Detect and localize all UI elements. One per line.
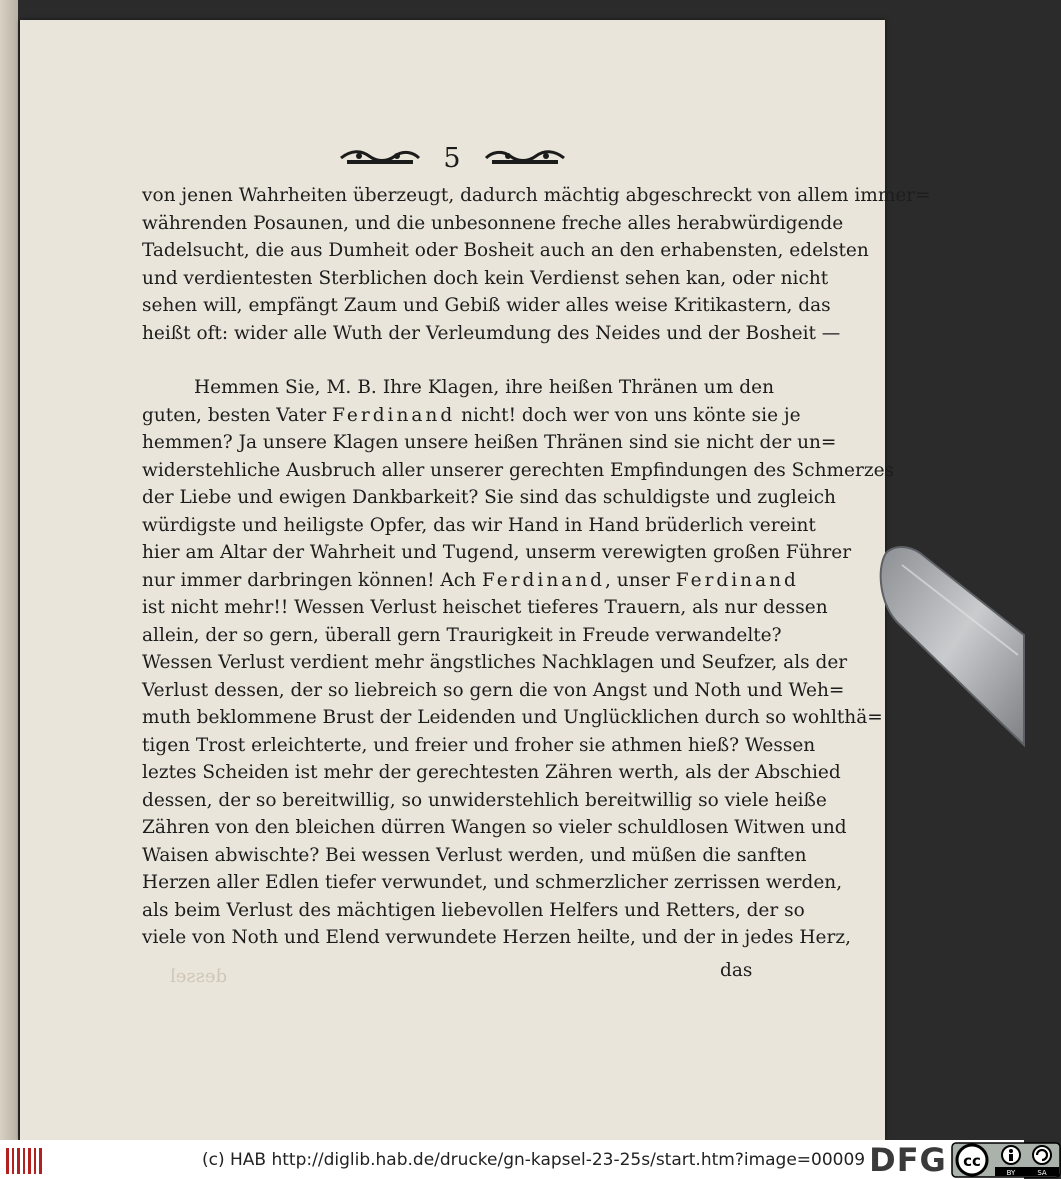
cc-by-sa-icon[interactable] xyxy=(951,1142,1061,1178)
text-line: würdigste und heiligste Opfer, das wir Hand in Hand brüderlich vereint xyxy=(142,514,816,536)
footer-bar xyxy=(0,1140,1047,1179)
text-line: heißt oft: wider alle Wuth der Verleumdung des Neides und der Bosheit — xyxy=(142,322,841,344)
text-line: als beim Verlust des mächtigen liebevollen Helfers und Retters, der so xyxy=(142,899,805,921)
name-ferdinand: Ferdinand xyxy=(675,569,799,591)
text-line: dessen, der so bereitwillig, so unwiderstehlich bereitwillig so viele heiße xyxy=(142,789,827,811)
text-line: Herzen aller Edlen tiefer verwundet, und schmerzlicher zerrissen werden, xyxy=(142,872,843,893)
text-line: Hemmen Sie, M. B. Ihre Klagen, ihre heißen Thränen um den xyxy=(194,377,774,398)
body-text xyxy=(142,182,931,952)
text-line: muth beklommene Brust der Leidenden und Unglücklichen durch so wohlthä= xyxy=(142,707,883,728)
ornament-left-icon xyxy=(339,147,421,169)
text-line: und verdientesten Sterblichen doch kein Verdienst sehen kan, oder nicht xyxy=(142,267,829,289)
name-ferdinand: Ferdinand xyxy=(481,569,606,591)
paragraph-gap xyxy=(142,347,774,374)
text-line: leztes Scheiden ist mehr der gerechtesten Zähren werth, als der Abschied xyxy=(142,762,841,783)
text-line: widerstehliche Ausbruch aller unserer gerechten Empfindungen des Schmerzes xyxy=(142,459,895,481)
page-holder-spatula-icon xyxy=(868,545,1024,745)
text-line: hier am Altar der Wahrheit und Tugend, unserm verewigten großen Führer xyxy=(142,542,852,563)
page-number: 5 xyxy=(443,142,462,174)
text-line xyxy=(142,402,801,430)
text-line: Tadelsucht, die aus Dumheit oder Bosheit auch an den erhabensten, edelsten xyxy=(142,240,869,261)
svg-text:cc: cc xyxy=(962,1151,981,1170)
text-line: tigen Trost erleichterte, und freier und froher sie athmen hieß? Wessen xyxy=(142,734,816,756)
name-ferdinand: Ferdinand xyxy=(332,404,456,426)
text-line: allein, der so gern, überall gern Traurigkeit in Freude verwandelte? xyxy=(142,624,782,646)
text-segment: , unser xyxy=(605,569,670,591)
ornament-right-icon xyxy=(484,147,566,169)
text-line: von jenen Wahrheiten überzeugt, dadurch mächtig abgeschreckt von allem immer= xyxy=(142,185,931,206)
text-line: hemmen? Ja unsere Klagen unsere heißen Thränen sind sie nicht der un= xyxy=(142,432,837,453)
text-line: Zähren von den bleichen dürren Wangen so vieler schuldlosen Witwen und xyxy=(142,817,847,838)
text-line: währenden Posaunen, und die unbesonnene freche alles herabwürdigende xyxy=(142,212,844,234)
dfg-logo: DFG xyxy=(869,1140,947,1179)
catchword: das xyxy=(720,960,753,981)
text-segment: guten, besten Vater xyxy=(142,404,327,426)
text-line: Verlust dessen, der so liebreich so gern die von Angst und Noth und Weh= xyxy=(142,679,845,701)
page-header xyxy=(20,138,885,178)
copyright-link[interactable]: (c) HAB http://diglib.hab.de/drucke/gn-kapsel-23-25s/start.htm?image=00009 xyxy=(202,1149,866,1170)
text-segment: nur immer darbringen können! Ach xyxy=(142,569,477,591)
bleed-through-text: dessel xyxy=(170,966,228,987)
text-line: Waisen abwischte? Bei wessen Verlust werden, und müßen die sanften xyxy=(142,844,807,866)
barcode-icon xyxy=(4,1144,44,1176)
text-segment: nicht! doch wer von uns könte sie je xyxy=(461,404,801,426)
text-line xyxy=(142,567,799,595)
text-line: ist nicht mehr!! Wessen Verlust heischet tieferes Trauern, als nur dessen xyxy=(142,597,828,618)
book-page xyxy=(20,20,931,1140)
text-line: viele von Noth und Elend verwundete Herzen heilte, und der in jedes Herz, xyxy=(142,927,851,948)
adjacent-page-edge xyxy=(0,0,18,1140)
svg-text:SA: SA xyxy=(1037,1168,1047,1177)
svg-text:BY: BY xyxy=(1006,1168,1016,1177)
text-line: Wessen Verlust verdient mehr ängstliches Nachklagen und Seufzer, als der xyxy=(142,652,848,673)
text-line: sehen will, empfängt Zaum und Gebiß wider alles weise Kritikastern, das xyxy=(142,295,831,316)
text-line: der Liebe und ewigen Dankbarkeit? Sie sind das schuldigste und zugleich xyxy=(142,487,836,508)
